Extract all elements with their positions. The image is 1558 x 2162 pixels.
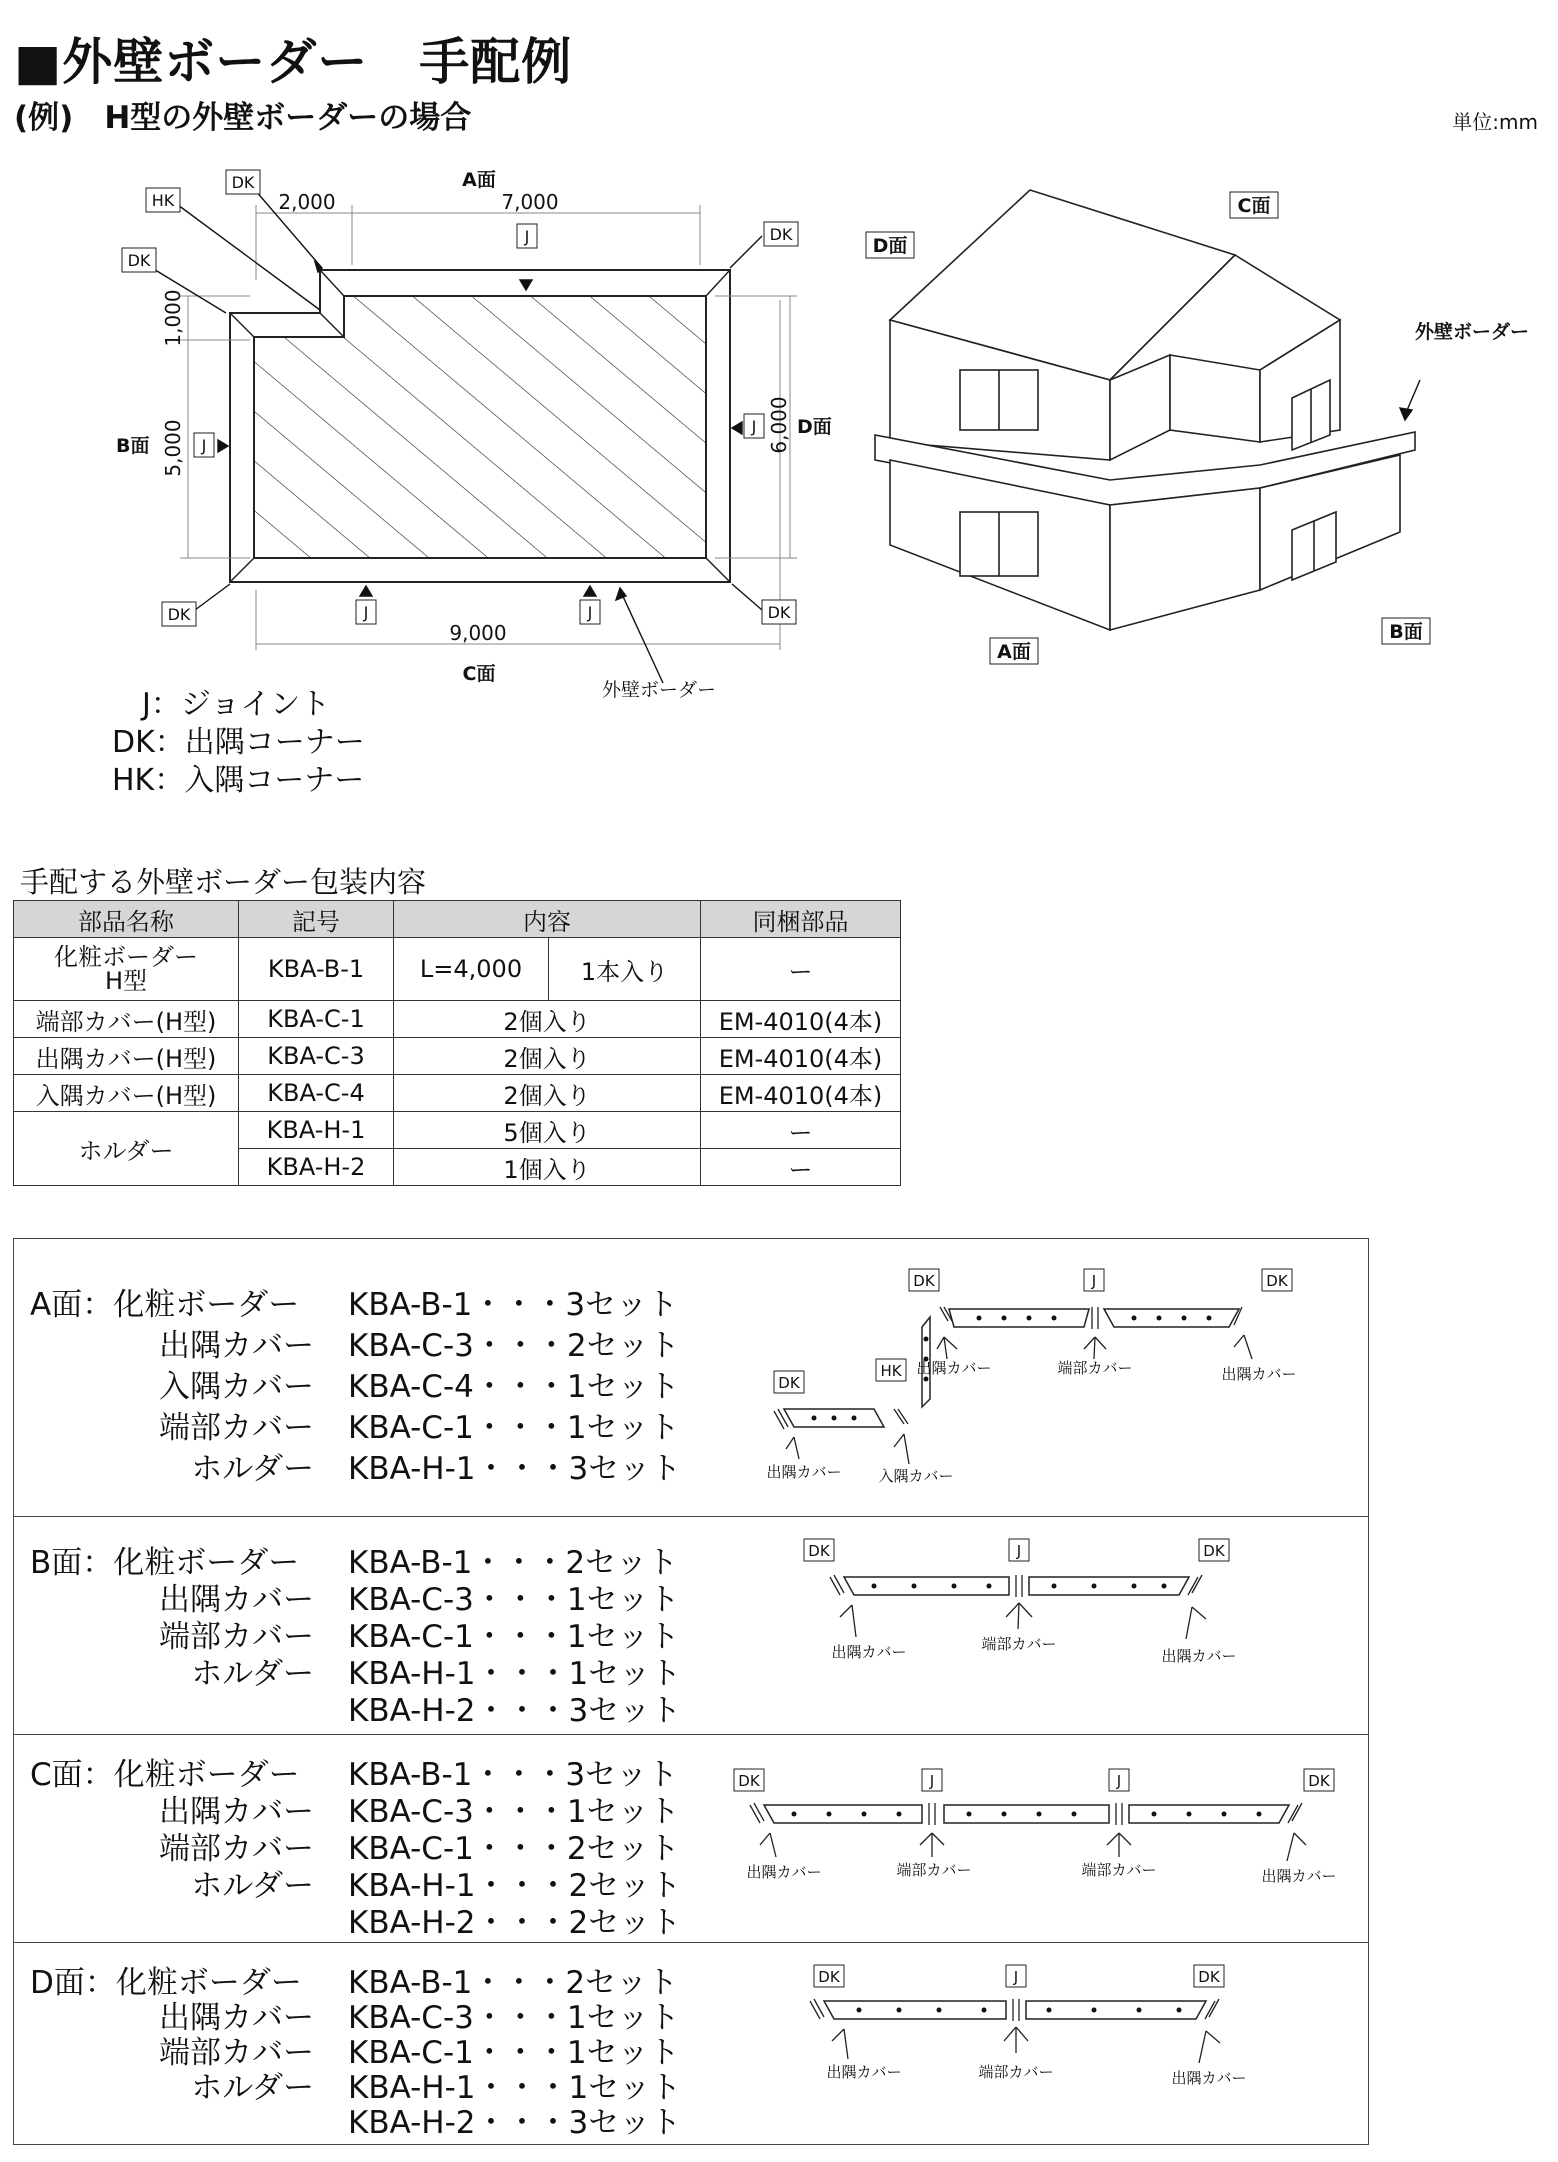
face-a-section <box>14 1239 1368 1516</box>
plan-tag-hk: HK <box>151 191 175 210</box>
cell-extra: ー <box>701 1149 901 1186</box>
package-table <box>13 900 901 1186</box>
face-a-item-2-name: 出隅カバー <box>159 1328 314 1364</box>
face-c-item-3-name: 端部カバー <box>159 1831 314 1867</box>
legend-joint: J：ジョイント <box>112 687 331 722</box>
face-d-section <box>14 1942 1368 2146</box>
face-b-section <box>14 1516 1368 1734</box>
face-d-tag-j: J <box>1013 1968 1019 1986</box>
face-d-tag-dk-2: DK <box>1198 1968 1220 1986</box>
cell-name: 入隅カバー(H型) <box>14 1075 239 1112</box>
face-d-item-4-name: ホルダー <box>191 2070 314 2106</box>
legend-inner-corner: HK：入隅コーナー <box>112 763 365 798</box>
face-a-callout-corner-3: 出隅カバー <box>766 1463 842 1481</box>
face-c-item-4: KBA-H-1・・・2セット <box>348 1868 682 1904</box>
cell-code: KBA-B-1 <box>239 938 394 1001</box>
cell-name: 化粧ボーダー H型 <box>14 938 239 1001</box>
cell-content: 5個入り <box>394 1112 701 1149</box>
cell-code: KBA-C-3 <box>239 1038 394 1075</box>
cell-code: KBA-C-1 <box>239 1001 394 1038</box>
face-c-item-4-name: ホルダー <box>191 1868 314 1904</box>
face-a-callout-inner: 入隅カバー <box>878 1467 954 1485</box>
face-b-item-2-name: 出隅カバー <box>159 1582 314 1618</box>
header-content: 内容 <box>394 901 701 938</box>
face-c-callout-end-2: 端部カバー <box>1081 1861 1157 1879</box>
cell-name: 端部カバー(H型) <box>14 1001 239 1038</box>
plan-tag-j-1: J <box>524 227 530 246</box>
plan-tag-j-5: J <box>587 603 593 622</box>
face-a-callout-corner-2: 出隅カバー <box>1221 1365 1297 1383</box>
face-c-section <box>14 1734 1368 1942</box>
plan-tag-dk-3: DK <box>769 225 793 244</box>
iso-border-label: 外壁ボーダー <box>1415 321 1530 343</box>
face-c-item-2-name: 出隅カバー <box>159 1794 314 1830</box>
plan-tag-j-4: J <box>363 603 369 622</box>
plan-face-a: A面 <box>462 169 496 191</box>
face-c-layout-diagram <box>714 1749 1354 1929</box>
face-b-callout-corner-2: 出隅カバー <box>1161 1647 1237 1665</box>
face-b-item-3-name: 端部カバー <box>159 1619 314 1655</box>
table-row <box>14 1001 901 1038</box>
cell-extra: EM-4010(4本) <box>701 1038 901 1075</box>
plan-face-d: D面 <box>797 416 832 438</box>
face-b-item-1: KBA-B-1・・・2セット <box>348 1545 679 1581</box>
face-b-item-4-name: ホルダー <box>191 1656 314 1692</box>
cell-content-a: L=4,000 <box>394 938 549 1001</box>
cell-extra: ー <box>701 1112 901 1149</box>
face-d-callout-corner-2: 出隅カバー <box>1171 2069 1247 2087</box>
plan-face-c: C面 <box>462 663 496 685</box>
face-a-callout-corner-1: 出隅カバー <box>916 1359 992 1377</box>
face-c-tag-dk-1: DK <box>738 1772 760 1790</box>
cell-content: 2個入り <box>394 1038 701 1075</box>
plan-view-diagram <box>0 150 832 710</box>
table-row <box>14 938 901 1001</box>
cell-content-b: 1本入り <box>549 938 701 1001</box>
face-b-head: B面：化粧ボーダー <box>30 1545 300 1581</box>
face-c-callout-end-1: 端部カバー <box>896 1861 972 1879</box>
face-sets-box <box>13 1238 1369 2145</box>
face-a-tag-hk: HK <box>880 1362 902 1380</box>
face-d-layout-diagram <box>774 1957 1274 2137</box>
cell-extra: ー <box>701 938 901 1001</box>
face-b-item-4: KBA-H-1・・・1セット <box>348 1656 682 1692</box>
face-a-item-5-name: ホルダー <box>191 1451 314 1487</box>
face-a-tag-j: J <box>1091 1272 1097 1290</box>
face-c-head: C面：化粧ボーダー <box>30 1757 300 1793</box>
header-part-name: 部品名称 <box>14 901 239 938</box>
cell-content: 2個入り <box>394 1075 701 1112</box>
cell-extra: EM-4010(4本) <box>701 1075 901 1112</box>
face-b-callout-end: 端部カバー <box>981 1635 1057 1653</box>
plan-tag-dk-2: DK <box>127 251 151 270</box>
face-c-callout-corner-2: 出隅カバー <box>1261 1867 1337 1885</box>
unit-label: 単位:mm <box>1452 110 1538 134</box>
table-row <box>14 1075 901 1112</box>
face-a-item-3: KBA-C-4・・・1セット <box>348 1369 680 1405</box>
face-d-item-3: KBA-C-1・・・1セット <box>348 2035 680 2071</box>
face-a-item-3-name: 入隅カバー <box>159 1369 314 1405</box>
cell-content: 2個入り <box>394 1001 701 1038</box>
cell-name: 出隅カバー(H型) <box>14 1038 239 1075</box>
face-d-item-2-name: 出隅カバー <box>159 2000 314 2036</box>
dim-9000: 9,000 <box>449 621 507 645</box>
face-d-item-5: KBA-H-2・・・3セット <box>348 2105 682 2141</box>
face-d-item-1: KBA-B-1・・・2セット <box>348 1965 679 2001</box>
iso-face-d: D面 <box>872 235 908 257</box>
face-b-item-5: KBA-H-2・・・3セット <box>348 1693 682 1729</box>
cell-content: 1個入り <box>394 1149 701 1186</box>
face-b-callout-corner-1: 出隅カバー <box>831 1643 907 1661</box>
cell-code: KBA-H-2 <box>239 1149 394 1186</box>
face-d-item-4: KBA-H-1・・・1セット <box>348 2070 682 2106</box>
face-b-item-2: KBA-C-3・・・1セット <box>348 1582 680 1618</box>
page-title: ■外壁ボーダー 手配例 <box>14 33 573 91</box>
plan-border-label: 外壁ボーダー <box>602 679 717 701</box>
plan-tag-dk-1: DK <box>231 173 255 192</box>
page-subtitle: (例) H型の外壁ボーダーの場合 <box>14 100 472 136</box>
face-d-tag-dk-1: DK <box>818 1968 840 1986</box>
face-a-tag-dk-3: DK <box>778 1374 800 1392</box>
face-a-item-4-name: 端部カバー <box>159 1410 314 1446</box>
face-a-tag-dk-1: DK <box>913 1272 935 1290</box>
plan-tag-j-2: J <box>201 436 207 455</box>
face-c-callout-corner-1: 出隅カバー <box>746 1863 822 1881</box>
face-c-item-3: KBA-C-1・・・2セット <box>348 1831 680 1867</box>
face-c-item-2: KBA-C-3・・・1セット <box>348 1794 680 1830</box>
face-b-tag-dk-1: DK <box>808 1542 830 1560</box>
face-d-item-3-name: 端部カバー <box>159 2035 314 2071</box>
dim-2000: 2,000 <box>278 190 336 214</box>
cell-extra: EM-4010(4本) <box>701 1001 901 1038</box>
plan-tag-dk-5: DK <box>767 603 791 622</box>
legend-outer-corner: DK：出隅コーナー <box>112 725 365 760</box>
header-bundled: 同梱部品 <box>701 901 901 938</box>
face-a-item-2: KBA-C-3・・・2セット <box>348 1328 680 1364</box>
dim-1000: 1,000 <box>161 289 185 347</box>
face-d-callout-end: 端部カバー <box>978 2063 1054 2081</box>
dim-5000: 5,000 <box>161 419 185 477</box>
dim-7000: 7,000 <box>501 190 559 214</box>
face-c-tag-j-2: J <box>1116 1772 1122 1790</box>
face-d-callout-corner-1: 出隅カバー <box>826 2063 902 2081</box>
iso-face-c: C面 <box>1237 195 1271 217</box>
face-b-item-3: KBA-C-1・・・1セット <box>348 1619 680 1655</box>
face-a-head: A面：化粧ボーダー <box>30 1287 300 1323</box>
face-c-item-5: KBA-H-2・・・2セット <box>348 1905 682 1941</box>
cell-code: KBA-H-1 <box>239 1112 394 1149</box>
face-a-item-5: KBA-H-1・・・3セット <box>348 1451 682 1487</box>
cell-code: KBA-C-4 <box>239 1075 394 1112</box>
plan-tag-j-3: J <box>751 417 757 436</box>
face-c-tag-dk-2: DK <box>1308 1772 1330 1790</box>
table-header-row <box>14 901 901 938</box>
table-row <box>14 1038 901 1075</box>
face-a-item-4: KBA-C-1・・・1セット <box>348 1410 680 1446</box>
face-b-tag-j: J <box>1016 1542 1022 1560</box>
face-a-item-1: KBA-B-1・・・3セット <box>348 1287 679 1323</box>
face-d-head: D面：化粧ボーダー <box>30 1965 302 2001</box>
face-d-item-2: KBA-C-3・・・1セット <box>348 2000 680 2036</box>
plan-face-b: B面 <box>116 435 150 457</box>
face-a-tag-dk-2: DK <box>1266 1272 1288 1290</box>
header-code: 記号 <box>239 901 394 938</box>
face-c-tag-j-1: J <box>929 1772 935 1790</box>
face-a-callout-end: 端部カバー <box>1057 1359 1133 1377</box>
package-caption: 手配する外壁ボーダー包装内容 <box>20 865 427 899</box>
face-c-item-1: KBA-B-1・・・3セット <box>348 1757 679 1793</box>
legend <box>112 686 365 800</box>
face-a-layout-diagram <box>754 1259 1354 1499</box>
dim-6000: 6,000 <box>767 396 791 454</box>
iso-face-b: B面 <box>1389 621 1423 643</box>
isometric-house-diagram <box>860 170 1540 680</box>
plan-tag-dk-4: DK <box>167 605 191 624</box>
iso-face-a: A面 <box>997 641 1031 663</box>
face-b-tag-dk-2: DK <box>1203 1542 1225 1560</box>
cell-name: ホルダー <box>14 1112 239 1186</box>
face-b-layout-diagram <box>794 1537 1274 1717</box>
table-row <box>14 1112 901 1149</box>
